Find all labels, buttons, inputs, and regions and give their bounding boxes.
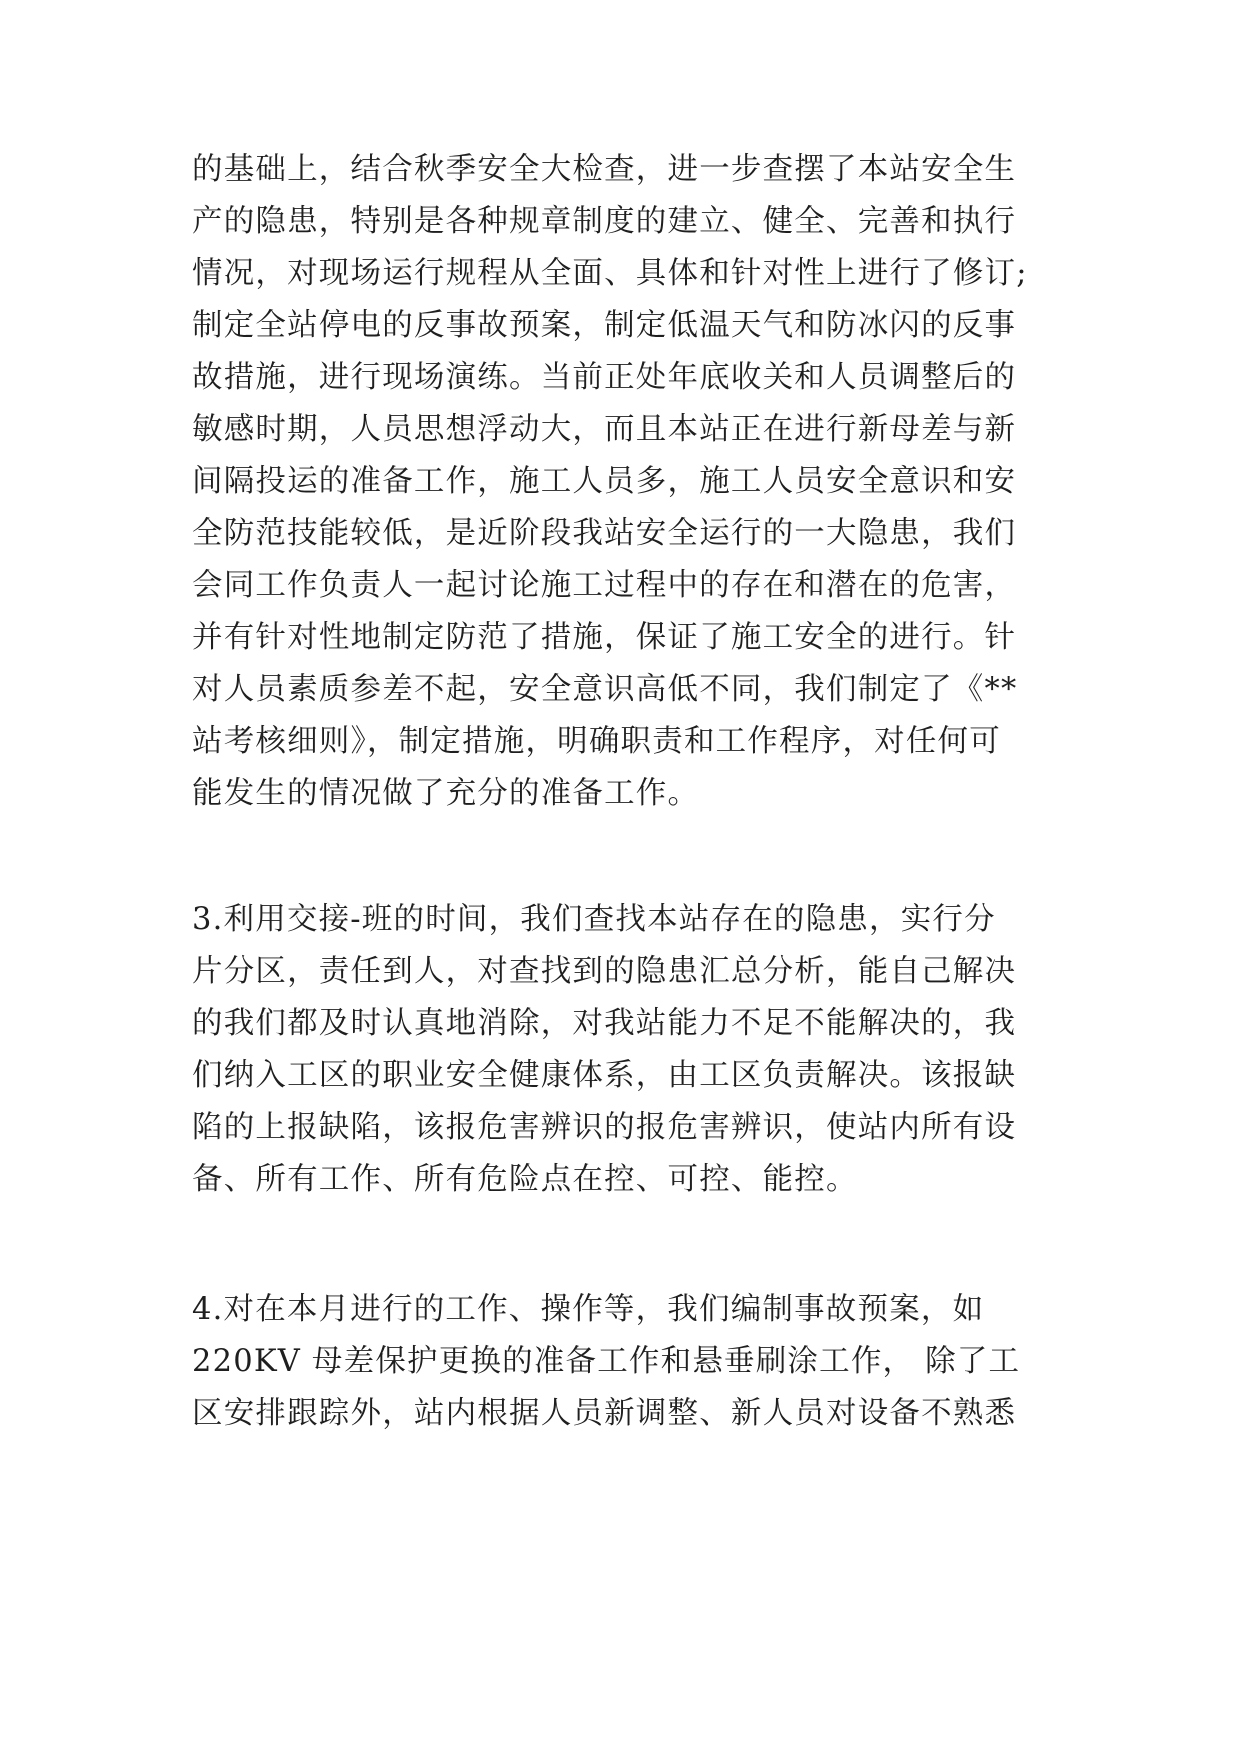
paragraph-1-line-3: 情况，对现场运行规程从全面、具体和针对性上进行了修订;	[192, 256, 1028, 291]
paragraph-1-line-9: 会同工作负责人一起讨论施工过程中的存在和潜在的危害，	[192, 568, 1017, 603]
paragraph-1-line-10: 并有针对性地制定防范了措施，保证了施工安全的进行。针	[192, 620, 1017, 655]
paragraph-1-line-13: 能发生的情况做了充分的准备工作。	[192, 776, 700, 811]
paragraph-1-line-1: 的基础上，结合秋季安全大检查，进一步查摆了本站安全生	[192, 152, 1017, 187]
paragraph-2-line-1: 3.利用交接-班的时间，我们查找本站存在的隐患，实行分	[192, 902, 996, 937]
paragraph-1-line-8: 全防范技能较低，是近阶段我站安全运行的一大隐患，我们	[192, 516, 1017, 551]
paragraph-1-line-5: 故措施，进行现场演练。当前正处年底收关和人员调整后的	[192, 360, 1017, 395]
paragraph-2-line-2: 片分区，责任到人，对查找到的隐患汇总分析，能自己解决	[192, 954, 1017, 989]
paragraph-2-line-6: 备、所有工作、所有危险点在控、可控、能控。	[192, 1162, 858, 1197]
paragraph-1-line-6: 敏感时期，人员思想浮动大，而且本站正在进行新母差与新	[192, 412, 1017, 447]
paragraph-2-line-3: 的我们都及时认真地消除，对我站能力不足不能解决的，我	[192, 1006, 1017, 1041]
paragraph-1-line-4: 制定全站停电的反事故预案，制定低温天气和防冰闪的反事	[192, 308, 1017, 343]
paragraph-1-line-12: 站考核细则》，制定措施，明确职责和工作程序，对任何可	[192, 724, 1001, 759]
paragraph-1-line-11: 对人员素质参差不起，安全意识高低不同，我们制定了《**	[192, 672, 1018, 707]
paragraph-2-line-5: 陷的上报缺陷，该报危害辨识的报危害辨识，使站内所有设	[192, 1110, 1017, 1145]
paragraph-3-line-1: 4.对在本月进行的工作、操作等，我们编制事故预案，如	[192, 1292, 985, 1327]
paragraph-3-line-2: 220KV 母差保护更换的准备工作和悬垂刷涂工作， 除了工	[192, 1344, 1021, 1379]
paragraph-2-line-4: 们纳入工区的职业安全健康体系，由工区负责解决。该报缺	[192, 1058, 1017, 1093]
paragraph-1-line-2: 产的隐患，特别是各种规章制度的建立、健全、完善和执行	[192, 204, 1017, 239]
paragraph-1-line-7: 间隔投运的准备工作，施工人员多，施工人员安全意识和安	[192, 464, 1017, 499]
paragraph-3-line-3: 区安排跟踪外，站内根据人员新调整、新人员对设备不熟悉	[192, 1396, 1017, 1431]
